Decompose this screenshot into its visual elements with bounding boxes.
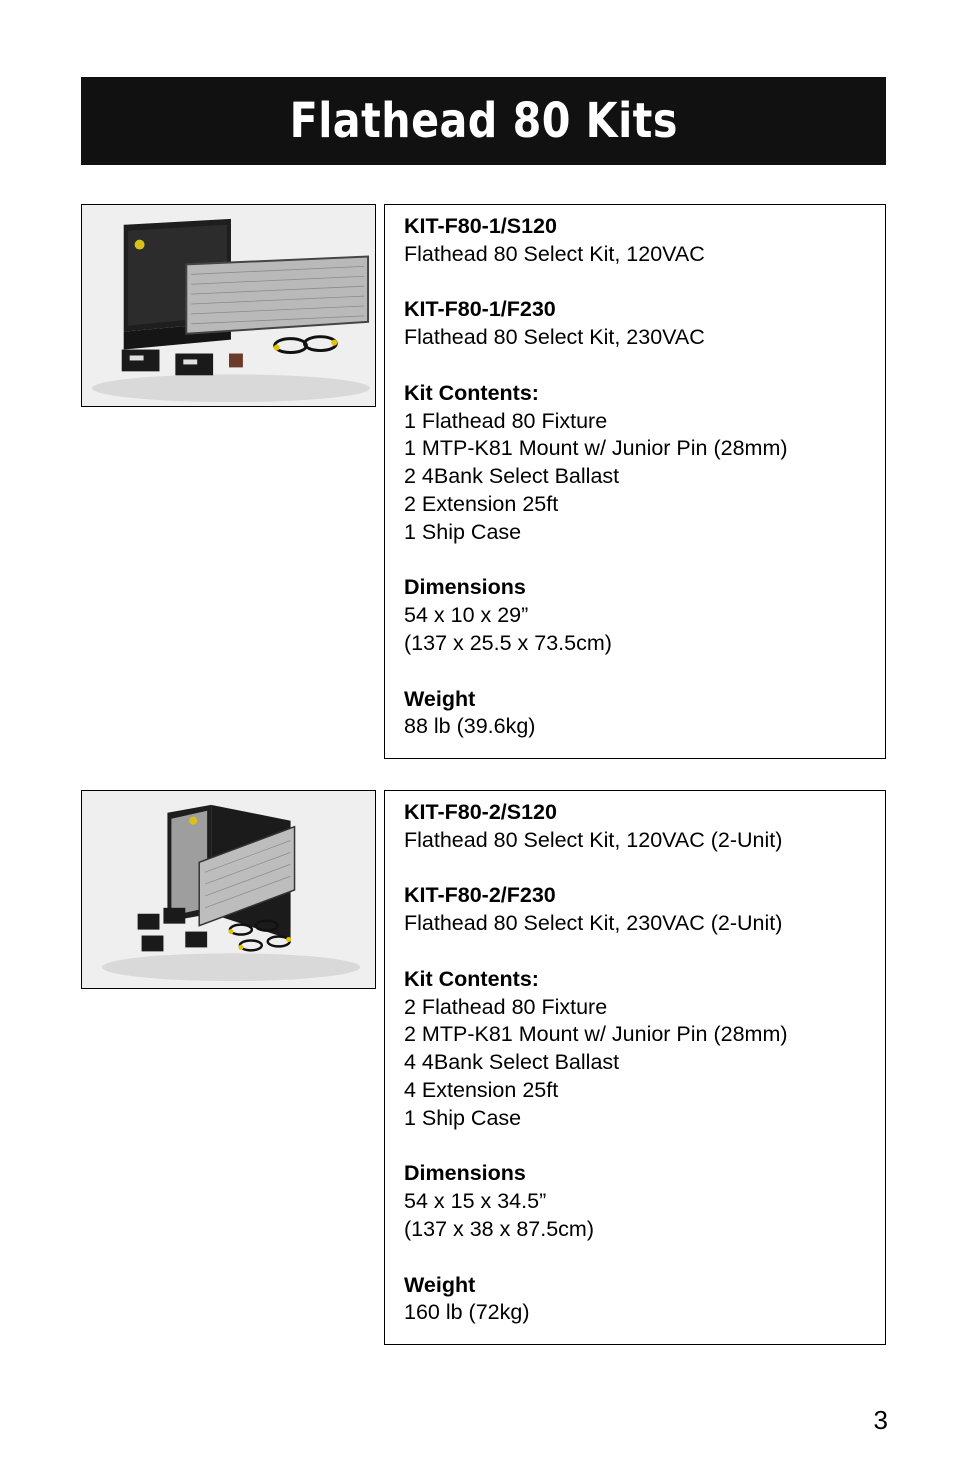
kit-1-model-a: KIT-F80-1/S120	[404, 214, 557, 238]
kit-2-photo	[81, 790, 376, 989]
kit-1-dimensions-imperial: 54 x 10 x 29”	[404, 603, 529, 628]
page-title: Flathead 80 Kits	[289, 93, 678, 149]
kit-1-dimensions-metric: (137 x 25.5 x 73.5cm)	[404, 630, 612, 655]
kit-2-desc-b: Flathead 80 Select Kit, 230VAC (2-Unit)	[404, 911, 783, 936]
kit-1-weight: 88 lb (39.6kg)	[404, 714, 536, 739]
kit-2-contents-heading: Kit Contents:	[404, 966, 539, 991]
kit-2-dimensions-heading: Dimensions	[404, 1161, 526, 1186]
kit-2-weight-heading: Weight	[404, 1272, 476, 1297]
kit-1-dimensions-heading: Dimensions	[404, 575, 526, 600]
page-number: 3	[873, 1405, 888, 1435]
kit-1-desc-a: Flathead 80 Select Kit, 120VAC	[404, 241, 705, 266]
kit-2-content-item: 2 MTP-K81 Mount w/ Junior Pin (28mm)	[404, 1022, 788, 1047]
kit-1-content-item: 1 Ship Case	[404, 519, 522, 544]
kit-1-content-item: 2 Extension 25ft	[404, 491, 559, 516]
kit-1-content-item: 1 Flathead 80 Fixture	[404, 408, 608, 433]
kit-1-photo	[81, 204, 376, 407]
kit-2-content-item: 4 Extension 25ft	[404, 1077, 559, 1102]
page-title-bar	[81, 77, 886, 165]
kit-2-dimensions-imperial: 54 x 15 x 34.5”	[404, 1189, 547, 1214]
kit-2-content-item: 4 4Bank Select Ballast	[404, 1050, 620, 1075]
kit-2-model-b: KIT-F80-2/F230	[404, 883, 556, 908]
kit-2-model-a: KIT-F80-2/S120	[404, 800, 557, 824]
kit-2-dimensions-metric: (137 x 38 x 87.5cm)	[404, 1216, 595, 1241]
kit-2-spec-box	[384, 790, 886, 1345]
kit-1-spec-box	[384, 204, 886, 759]
kit-2-content-item: 1 Ship Case	[404, 1105, 522, 1130]
kit-1-content-item: 2 4Bank Select Ballast	[404, 464, 620, 489]
kit-1-contents-heading: Kit Contents:	[404, 380, 539, 405]
kit-2-desc-a: Flathead 80 Select Kit, 120VAC (2-Unit)	[404, 827, 783, 852]
kit-1-content-item: 1 MTP-K81 Mount w/ Junior Pin (28mm)	[404, 436, 788, 461]
kit-1-weight-heading: Weight	[404, 686, 476, 711]
kit-2-content-item: 2 Flathead 80 Fixture	[404, 994, 608, 1019]
kit-2-weight: 160 lb (72kg)	[404, 1300, 530, 1325]
kit-1-desc-b: Flathead 80 Select Kit, 230VAC	[404, 325, 705, 350]
kit-1-model-b: KIT-F80-1/F230	[404, 297, 556, 322]
